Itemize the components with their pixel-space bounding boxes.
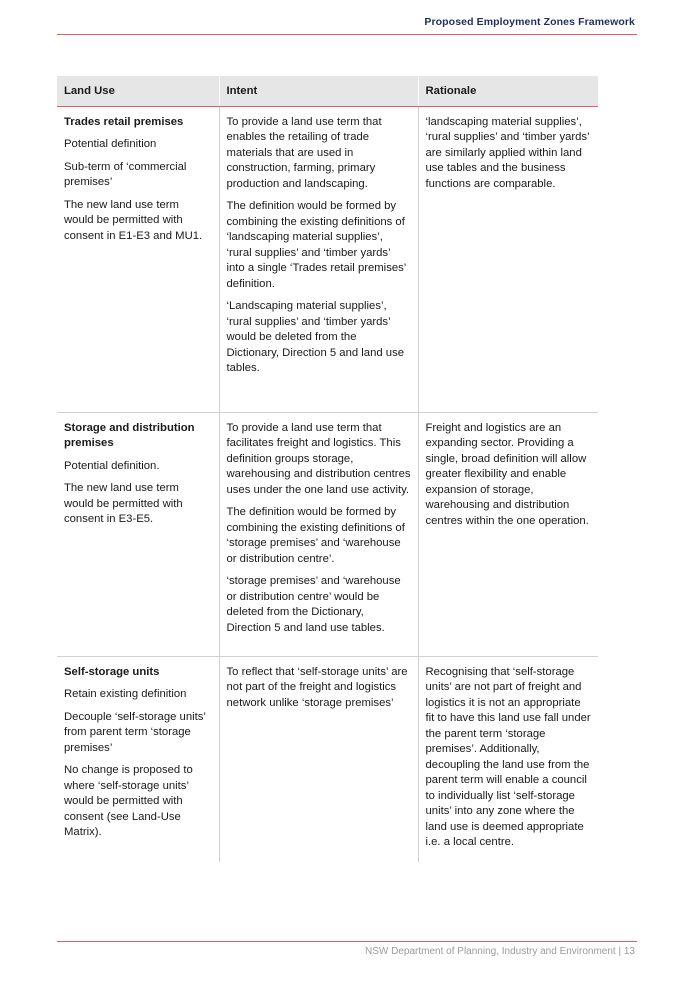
header-divider [57, 34, 637, 35]
land-use-note: Decouple ‘self-storage units’ from parent term ‘storage premises’ [64, 710, 206, 754]
intent-paragraph: ‘Landscaping material supplies’, ‘rural supplies’ and ‘timber yards’ would be deleted from the Dictionary, Direction 5 and land use tables. [226, 300, 404, 374]
land-use-note: Potential definition [64, 138, 157, 150]
column-header-rationale: Rationale [418, 76, 598, 106]
land-use-note: The new land use term would be permitted with consent in E3-E5. [64, 482, 183, 525]
page-header-title: Proposed Employment Zones Framework [424, 16, 635, 28]
table-row [57, 106, 598, 412]
intent-paragraph: The definition would be formed by combining the existing definitions of ‘storage premises’ and ‘warehouse or distribution centre’. [226, 506, 405, 565]
land-use-cell [57, 106, 219, 412]
table-header-row [57, 76, 598, 106]
column-header-intent: Intent [219, 76, 418, 106]
land-use-note: No change is proposed to where ‘self-storage units’ would be permitted with consent (see Land-Use Matrix). [64, 764, 193, 838]
table-row [57, 656, 598, 862]
land-use-note: Sub-term of ‘commercial premises’ [64, 160, 187, 188]
rationale-paragraph: Freight and logistics are an expanding sector. Providing a single, broad definition will allow greater flexibility and enable expansion of storage, warehousing and distribution centres within the one operation. [425, 421, 589, 527]
land-use-table [57, 76, 598, 862]
rationale-cell [418, 656, 598, 862]
land-use-cell [57, 656, 219, 862]
rationale-cell [418, 412, 598, 656]
land-use-note: The new land use term would be permitted with consent in E1-E3 and MU1. [64, 198, 203, 242]
intent-cell [219, 412, 418, 656]
column-header-land-use: Land Use [57, 76, 219, 106]
land-use-name: Self-storage units [64, 665, 160, 678]
intent-paragraph: ‘storage premises’ and ‘warehouse or distribution centre’ would be deleted from the Dictionary, Direction 5 and land use tables. [226, 575, 401, 634]
footer-divider [57, 941, 637, 942]
intent-paragraph: To provide a land use term that facilitates freight and logistics. This definition groups storage, warehousing and distribution centres uses under the one land use activity. [226, 421, 411, 496]
rationale-paragraph: ‘landscaping material supplies’, ‘rural supplies’ and ‘timber yards’ are similarly applied within land use tables and the business functions are comparable. [425, 115, 590, 190]
land-use-note: Potential definition. [64, 459, 160, 472]
page-footer: NSW Department of Planning, Industry and Environment | 13 [365, 946, 635, 957]
intent-paragraph: The definition would be formed by combining the existing definitions of ‘landscaping material supplies’, ‘rural supplies’ and ‘timber yards’ into a single ‘Trades retail premises’ definition. [226, 200, 406, 290]
rationale-cell [418, 106, 598, 412]
intent-cell [219, 656, 418, 862]
intent-cell [219, 106, 418, 412]
land-use-note: Retain existing definition [64, 688, 187, 700]
intent-paragraph: To provide a land use term that enables the retailing of trade materials that are used in construction, farming, primary production and landscaping. [226, 115, 382, 190]
land-use-name: Trades retail premises [64, 115, 184, 128]
intent-paragraph: To reflect that ‘self-storage units’ are not part of the freight and logistics network unlike ‘storage premises’ [226, 665, 408, 709]
rationale-paragraph: Recognising that ‘self-storage units’ are not part of freight and logistics it is not an appropriate fit to have this land use fall under the parent term ‘storage premises’. Additionally, decoupling the land use from the parent term will enable a council to individually list ‘self-storage units’ into any zone where the land use is deemed appropriate i.e. a local centre. [425, 665, 591, 848]
table-row [57, 412, 598, 656]
land-use-name: Storage and distribution premises [64, 421, 195, 449]
land-use-cell [57, 412, 219, 656]
